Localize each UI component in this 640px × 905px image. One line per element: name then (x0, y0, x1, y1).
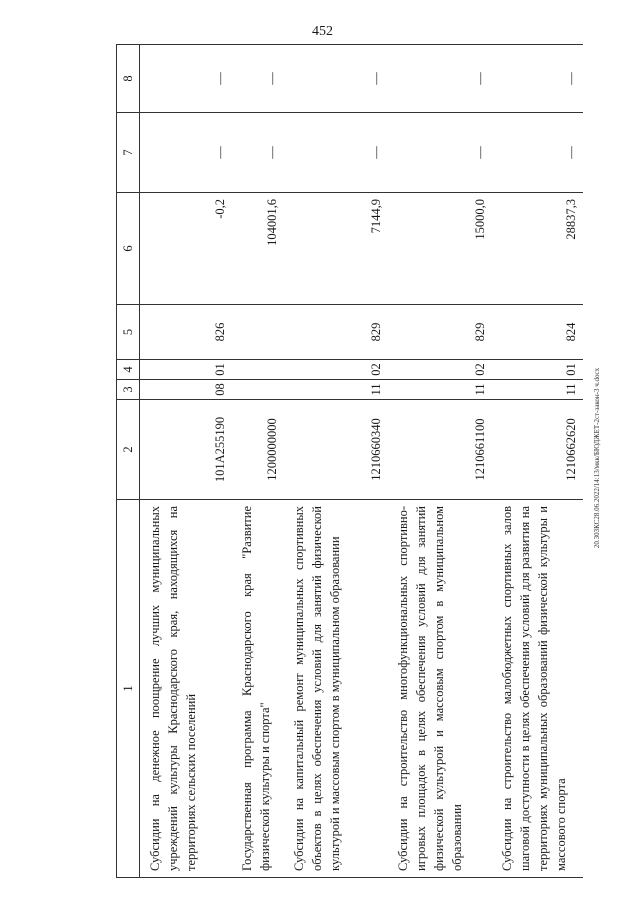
column-8-value: — (388, 45, 492, 113)
column-7-value: — (232, 113, 284, 193)
expense-type-code: 826 (140, 305, 232, 360)
amount-value: 104001,6 (232, 193, 284, 305)
section-code: 11 (388, 380, 492, 400)
target-article-code: 1210662620 (492, 400, 583, 500)
column-header: 7 (117, 113, 140, 193)
budget-table-rotated (116, 45, 581, 878)
subsection-code: 01 (140, 360, 232, 380)
file-path-note: 20.30ЗКС28.06.2022/14:13/мкк/БЮДЖЕТ-2ст-закон-3 ч.docx (593, 367, 601, 549)
column-header: 5 (117, 305, 140, 360)
table-row (284, 45, 388, 878)
table-row (492, 45, 583, 878)
column-header: 6 (117, 193, 140, 305)
row-description: Государственная программа Краснодарского края "Развитие физической культуры и спорта" (232, 500, 284, 878)
amount-value: -0,2 (140, 193, 232, 305)
column-header: 4 (117, 360, 140, 380)
row-description: Субсидии на капитальный ремонт муниципальных спортивных объектов в целях обеспечения условий для занятий физической культурой и массовым спортом в муниципальном образовании (284, 500, 388, 878)
page-number: 452 (312, 24, 333, 39)
column-8-value: — (232, 45, 284, 113)
amount-value: 7144,9 (284, 193, 388, 305)
amount-value: 15000,0 (388, 193, 492, 305)
target-article-code: 1210661100 (388, 400, 492, 500)
table-header-row (117, 45, 140, 878)
column-7-value: — (492, 113, 583, 193)
budget-table (116, 44, 583, 878)
expense-type-code (232, 305, 284, 360)
column-7-value: — (284, 113, 388, 193)
target-article-code: 1200000000 (232, 400, 284, 500)
table-row (388, 45, 492, 878)
section-code: 11 (284, 380, 388, 400)
column-7-value: — (388, 113, 492, 193)
amount-value: 28837,3 (492, 193, 583, 305)
row-description: Субсидии на строительство малобюджетных спортивных залов шаговой доступности в целях обеспечения условий для развития на территориях муниципальных образований физической культуры и массового спорта (492, 500, 583, 878)
subsection-code (232, 360, 284, 380)
section-code (232, 380, 284, 400)
column-8-value: — (140, 45, 232, 113)
column-header: 2 (117, 400, 140, 500)
column-header: 8 (117, 45, 140, 113)
column-8-value: — (284, 45, 388, 113)
section-code: 11 (492, 380, 583, 400)
row-description: Субсидии на денежное поощрение лучших муниципальных учреждений культуры Краснодарского края, находящихся на территориях сельских поселений (140, 500, 232, 878)
row-description: Субсидии на строительство многофункциональных спортивно-игровых площадок в целях обеспечения условий для занятий физической культурой и массовым спортом в муниципальном образовании (388, 500, 492, 878)
target-article-code: 101А255190 (140, 400, 232, 500)
column-8-value: — (492, 45, 583, 113)
subsection-code: 02 (284, 360, 388, 380)
section-code: 08 (140, 380, 232, 400)
table-row (232, 45, 284, 878)
column-header: 1 (117, 500, 140, 878)
expense-type-code: 829 (388, 305, 492, 360)
table-row (140, 45, 232, 878)
subsection-code: 01 (492, 360, 583, 380)
column-header: 3 (117, 380, 140, 400)
subsection-code: 02 (388, 360, 492, 380)
expense-type-code: 824 (492, 305, 583, 360)
target-article-code: 1210660340 (284, 400, 388, 500)
expense-type-code: 829 (284, 305, 388, 360)
column-7-value: — (140, 113, 232, 193)
